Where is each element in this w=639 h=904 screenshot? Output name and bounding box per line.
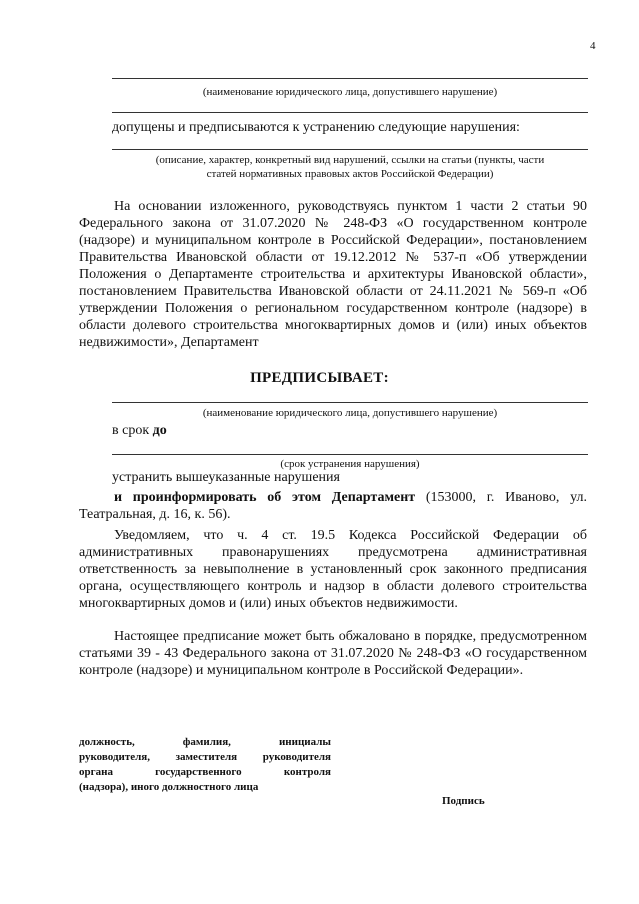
signature-label: Подпись xyxy=(442,795,485,807)
deadline-rule xyxy=(112,454,588,455)
deadline-line xyxy=(112,423,167,439)
signature-line-2: руководителя, заместителя руководителя xyxy=(79,751,331,763)
eliminate-line: устранить вышеуказанные нарушения xyxy=(112,470,340,485)
legal-entity-line-2 xyxy=(112,402,588,403)
signature-line-3: органа государственного контроля xyxy=(79,766,331,778)
signature-line-1: должность, фамилия, инициалы xyxy=(79,736,331,748)
violations-intro: допущены и предписываются к устранению следующие нарушения: xyxy=(112,120,520,135)
inform-paragraph xyxy=(79,489,587,523)
deadline-bold: до xyxy=(152,423,167,438)
inform-rest: (153000, г. Иваново, ул. Театральная, д. 16, к. 56). xyxy=(79,490,587,522)
heading-orders: ПРЕДПИСЫВАЕТ: xyxy=(250,370,389,386)
caption-deadline: (срок устранения нарушения) xyxy=(280,458,420,470)
notice-paragraph: Уведомляем, что ч. 4 ст. 19.5 Кодекса Российской Федерации об административных правонарушениях предусмотрена административная ответственность за невыполнение в установленный срок законного предписания органа, осуществляющего контроль и надзор в области долевого строительства многоквартирных домов и (или) иных объектов недвижимости. xyxy=(79,528,587,611)
caption-description-1: (описание, характер, конкретный вид нарушений, ссылки на статьи (пункты, части xyxy=(155,154,545,166)
deadline-prefix: в срок xyxy=(112,423,150,438)
blank-line-1 xyxy=(112,112,588,113)
inform-bold: и проинформировать об этом Департамент xyxy=(114,490,416,505)
caption-legal-entity-2: (наименование юридического лица, допустившего нарушение) xyxy=(202,407,498,419)
basis-paragraph: На основании изложенного, руководствуясь пунктом 1 части 2 статьи 90 Федерального закона от 31.07.2020 № 248-ФЗ «О государственном контроле (надзоре) и муниципальном контроле в Российской Федерации», постановлением Правительства Ивановской области от 19.12.2012 № 537-п «Об утверждении Положения о Департаменте строительства и архитектуры Ивановской области», постановлением Правительства Ивановской области от 24.11.2021 № 569-п «Об утверждении Положения о региональном государственном контроле (надзоре) в области долевого строительства многоквартирных домов и (или) иных объектов недвижимости», Департамент xyxy=(79,199,587,350)
caption-legal-entity-1: (наименование юридического лица, допустившего нарушение) xyxy=(202,86,498,98)
signature-block xyxy=(79,735,331,795)
legal-entity-line-1 xyxy=(112,78,588,79)
appeal-paragraph: Настоящее предписание может быть обжаловано в порядке, предусмотренном статьями 39 - 43 Федерального закона от 31.07.2020 № 248-ФЗ «О государственном контроле (надзоре) и муниципальном контроле в Российской Федерации». xyxy=(79,629,587,678)
caption-description-2: статей нормативных правовых актов Российской Федерации) xyxy=(206,168,494,180)
violations-line xyxy=(112,149,588,150)
page-number: 4 xyxy=(590,40,596,52)
signature-line-4: (надзора), иного должностного лица xyxy=(79,781,259,793)
